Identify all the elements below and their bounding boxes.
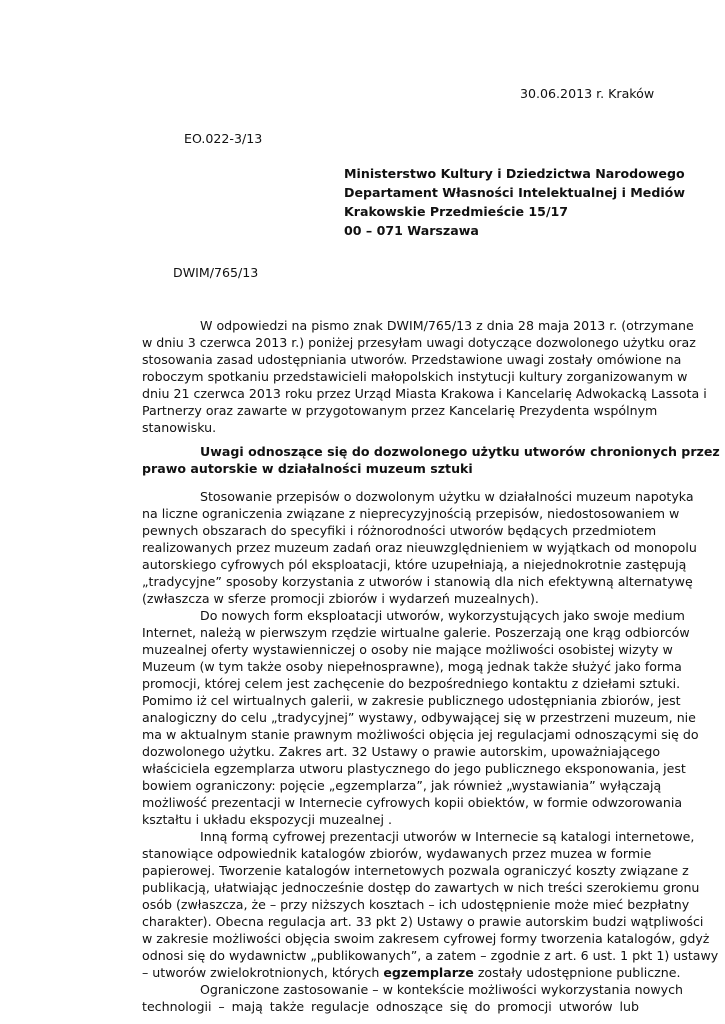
text-line: bowiem ograniczony: pojęcie „egzemplarza”, jak również „wystawiania” wyłączają	[142, 778, 662, 793]
text-line: Stosowanie przepisów o dozwolonym użytku w działalności muzeum napotyka	[200, 489, 694, 504]
text-line: pewnych obszarach do specyfiki i różnorodności utworów będących przedmiotem	[142, 523, 657, 538]
date-place: 30.06.2013 r. Kraków	[520, 86, 655, 101]
text-line: Do nowych form eksploatacji utworów, wykorzystujących jako swoje medium	[200, 608, 685, 623]
text-line: osób (zwłaszcza, że – przy niższych kosztach – ich udostępnienie może mieć bezpłatny	[142, 897, 690, 912]
recipient-line: 00 – 071 Warszawa	[344, 223, 479, 238]
recipient-line: Departament Własności Intelektualnej i Mediów	[344, 185, 685, 200]
text-line: kształtu i układu ekspozycji muzealnej .	[142, 812, 393, 827]
text-line: stanowisku.	[142, 420, 217, 435]
text-line: możliwość prezentacji w Internecie cyfrowych kopii obiektów, w formie odwzorowania	[142, 795, 683, 810]
text-line: stanowiące odpowiednik katalogów zbiorów, wydawanych przez muzea w formie	[142, 846, 652, 861]
text-line: Inną formą cyfrowej prezentacji utworów w Internecie są katalogi internetowe,	[200, 829, 695, 844]
text-line: właściciela egzemplarza utworu plastycznego do jego publicznego eksponowania, jest	[142, 761, 686, 776]
text-line: (zwłaszcza w sferze promocji zbiorów i wydarzeń muzealnych).	[142, 591, 539, 606]
text-line: ma w aktualnym stanie prawnym możliwości objęcia jej regulacjami odnoszącymi się do	[142, 727, 699, 742]
text-line: dniu 21 czerwca 2013 roku przez Urząd Miasta Krakowa i Kancelarię Adwokacką Lassota i	[142, 386, 707, 401]
heading-line: prawo autorskie w działalności muzeum sztuki	[142, 461, 473, 476]
text-line: technologii – mają także regulacje odnoszące się do promocji utworów lub	[142, 999, 639, 1014]
intro-paragraph	[142, 317, 707, 436]
emphasis-word: egzemplarze	[383, 965, 474, 980]
text-line: analogiczny do celu „tradycyjnej” wystawy, odbywającej się w przestrzeni muzeum, nie	[142, 710, 696, 725]
text-line: „tradycyjne” sposoby korzystania z utworów i stanowią dla nich efektywną alternatywę	[142, 574, 693, 589]
heading-line: Uwagi odnoszące się do dozwolonego użytku utworów chronionych przez	[200, 444, 720, 459]
their-reference: DWIM/765/13	[173, 265, 259, 280]
reference-number: EO.022-3/13	[184, 131, 263, 146]
section-heading	[142, 443, 720, 477]
text-line: stosowania zasad udostępniania utworów. Przedstawione uwagi zostały omówione na	[142, 352, 682, 367]
text-line: Partnerzy oraz zawarte w przygotowanym przez Kancelarię Prezydenta wspólnym	[142, 403, 658, 418]
text-line: dozwolonego użytku. Zakres art. 32 Ustawy o prawie autorskim, upoważniającego	[142, 744, 661, 759]
text-line: roboczym spotkaniu przedstawicieli małopolskich instytucji kultury zorganizowanym w	[142, 369, 688, 384]
text-line: autorskiego cyfrowych pól eksploatacji, które uzupełniają, a niejednokrotnie zastępują	[142, 557, 687, 572]
text-line: W odpowiedzi na pismo znak DWIM/765/13 z dnia 28 maja 2013 r. (otrzymane	[200, 318, 694, 333]
text-line: Muzeum (w tym także osoby niepełnosprawne), mogą jednak także służyć jako forma	[142, 659, 682, 674]
text-line: na liczne ograniczenia związane z nieprecyzyjnością przepisów, niedostosowaniem w	[142, 506, 680, 521]
text-line: Ograniczone zastosowanie – w kontekście możliwości wykorzystania nowych	[200, 982, 684, 997]
text-line: publikacją, ułatwiając jednocześnie dostęp do zawartych w nich treści szerokiemu gronu	[142, 880, 700, 895]
text-line	[142, 964, 681, 981]
body-text	[142, 488, 719, 1015]
text-segment: zostały udostępnione publiczne.	[473, 965, 681, 980]
text-line: realizowanych przez muzeum zadań oraz nieuwzględnieniem w wyjątkach od monopolu	[142, 540, 697, 555]
text-segment: – utworów zwielokrotnionych, których	[142, 965, 384, 980]
recipient-address	[344, 164, 685, 240]
text-line: papierowej. Tworzenie katalogów internetowych pozwala ograniczyć koszty związane z	[142, 863, 689, 878]
text-line: w zakresie możliwości objęcia swoim zakresem cyfrowej formy tworzenia katalogów, gdyż	[142, 931, 710, 946]
text-line: promocji, której celem jest zachęcenie do bezpośredniego kontaktu z dziełami sztuki.	[142, 676, 681, 691]
recipient-line: Krakowskie Przedmieście 15/17	[344, 204, 569, 219]
text-line: charakter). Obecna regulacja art. 33 pkt 2) Ustawy o prawie autorskim budzi wątpliwości	[142, 914, 704, 929]
text-line: muzealnej oferty wystawienniczej o osoby nie mające możliwości osobistej wizyty w	[142, 642, 673, 657]
text-line: w dniu 3 czerwca 2013 r.) poniżej przesyłam uwagi dotyczące dozwolonego użytku oraz	[142, 335, 696, 350]
text-line: odnosi się do wydawnictw „publikowanych”, a zatem – zgodnie z art. 6 ust. 1 pkt 1) ustawy	[142, 948, 719, 963]
recipient-line: Ministerstwo Kultury i Dziedzictwa Narodowego	[344, 166, 685, 181]
text-line: Pomimo iż cel wirtualnych galerii, w zakresie publicznego udostępniania zbiorów, jest	[142, 693, 681, 708]
text-line: Internet, należą w pierwszym rzędzie wirtualne galerie. Poszerzają one krąg odbiorców	[142, 625, 690, 640]
